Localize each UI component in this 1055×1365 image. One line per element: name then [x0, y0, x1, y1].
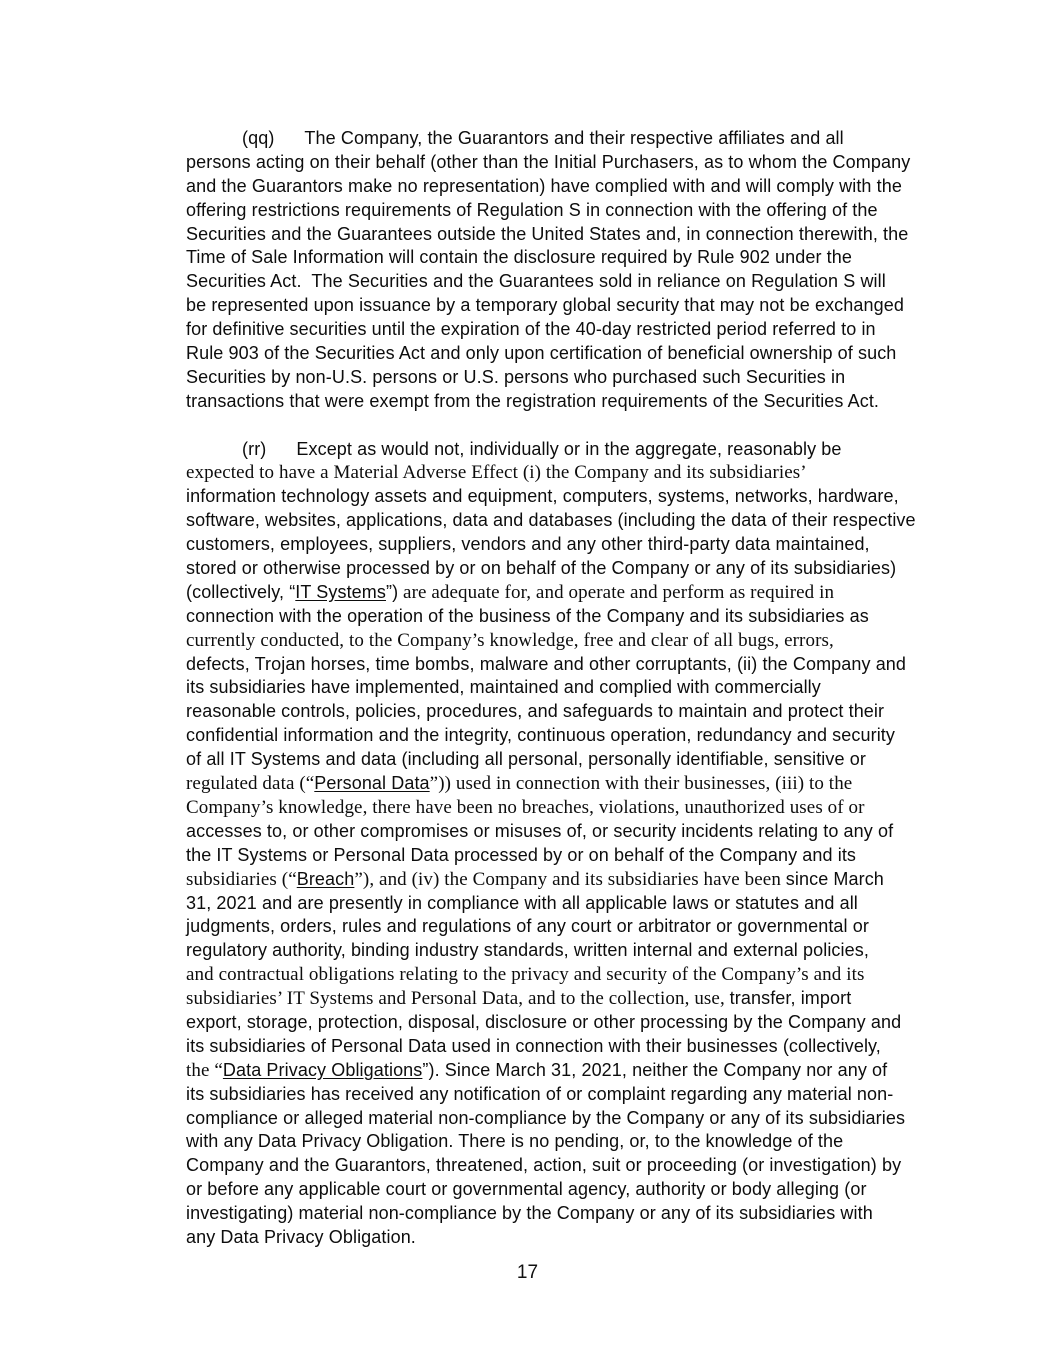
- text-segment: confidential information and the integrity, continuous operation, redundancy and security: [186, 725, 896, 746]
- text-segment: The Company, the Guarantors and their respective affiliates and all: [304, 128, 844, 148]
- text-segment: reasonable controls, policies, procedures, and safeguards to maintain and protect their: [186, 701, 885, 722]
- defined-term: Breach: [296, 868, 355, 889]
- text-segment: subsidiaries’ IT Systems and Personal Data, and to the collection, use,: [186, 988, 730, 1010]
- text-line: [186, 152, 956, 176]
- text-line: [186, 916, 956, 940]
- text-line: [186, 1155, 956, 1179]
- text-segment: connection with the operation of the business of the Company and its subsidiaries as: [186, 605, 869, 626]
- text-segment: Time of Sale Information will contain the disclosure required by Rule 902 under the: [186, 247, 852, 268]
- text-segment: export, storage, protection, disposal, disclosure or other processing by the Company and: [186, 1011, 902, 1032]
- paragraph-rr: [186, 439, 956, 1251]
- text-segment: regulatory authority, binding industry standards, written internal and external policies,: [186, 940, 869, 961]
- text-segment: subsidiaries (“: [186, 868, 297, 890]
- text-segment: regulated data (“: [186, 773, 315, 795]
- text-line: [186, 630, 956, 654]
- text-segment: software, websites, applications, data and databases (including the data of their respective: [186, 510, 916, 531]
- text-segment: its subsidiaries of Personal Data used in connection with their businesses (collectively,: [186, 1035, 881, 1056]
- text-line: [186, 200, 956, 224]
- text-line: [186, 1227, 956, 1251]
- text-line: [186, 271, 956, 295]
- text-line: [186, 749, 956, 773]
- text-segment: since March: [785, 868, 884, 889]
- text-line: [186, 295, 956, 319]
- text-line: [186, 558, 956, 582]
- text-line: [186, 247, 956, 271]
- text-line: [186, 128, 956, 152]
- text-line: [186, 821, 956, 845]
- text-segment: accesses to, or other compromises or misuses of, or security incidents relating to any of: [186, 820, 894, 841]
- text-line: [186, 582, 956, 606]
- text-segment: currently conducted, to the Company’s knowledge, free and clear of all bugs, errors,: [186, 629, 834, 651]
- text-line: [186, 725, 956, 749]
- text-line: [186, 319, 956, 343]
- text-line: [186, 797, 956, 821]
- text-line: [186, 510, 956, 534]
- text-line: [186, 1012, 956, 1036]
- text-segment: Securities Act. The Securities and the Guarantees sold in reliance on Regulation S will: [186, 271, 886, 292]
- text-segment: its subsidiaries has received any notification of or complaint regarding any material non-: [186, 1083, 894, 1104]
- text-line: [186, 1203, 956, 1227]
- text-segment: Except as would not, individually or in the aggregate, reasonably be: [296, 438, 842, 459]
- text-segment: judgments, orders, rules and regulations of any court or arbitrator or governmental or: [186, 916, 869, 937]
- text-segment: transactions that were exempt from the registration requirements of the Securities Act.: [186, 390, 880, 411]
- text-segment: the IT Systems or Personal Data processed by or on behalf of the Company and its: [186, 844, 857, 865]
- text-segment: compliance or alleged material non-compliance by the Company or any of its subsidiaries: [186, 1107, 906, 1128]
- text-line: [186, 988, 956, 1012]
- text-segment: transfer, import: [729, 988, 852, 1009]
- text-line: [186, 1036, 956, 1060]
- page-number: 17: [516, 1262, 539, 1283]
- text-segment: of all IT Systems and data (including all personal, personally identifiable, sensitive or: [186, 749, 866, 770]
- text-line: [186, 964, 956, 988]
- text-segment: are adequate for, and operate and perform as required in: [398, 581, 835, 603]
- defined-term: IT Systems: [295, 581, 386, 602]
- text-line: [186, 1060, 956, 1084]
- text-line: [186, 1108, 956, 1132]
- text-line: [186, 1084, 956, 1108]
- text-line: [186, 1131, 956, 1155]
- text-segment: Securities and the Guarantees outside the United States and, in connection therewith, the: [186, 223, 909, 244]
- text-segment: for definitive securities until the expiration of the 40-day restricted period referred to in: [186, 319, 876, 340]
- paragraph-label: (rr): [242, 438, 267, 459]
- text-line: [186, 486, 956, 510]
- text-segment: ”): [385, 581, 399, 602]
- text-line: [186, 654, 956, 678]
- text-line: [186, 701, 956, 725]
- text-segment: defects, Trojan horses, time bombs, malware and other corruptants, (ii) the Company and: [186, 653, 907, 674]
- text-line: [186, 176, 956, 200]
- page-footer: [0, 1262, 1055, 1284]
- text-segment: be represented upon issuance by a temporary global security that may not be exchanged: [186, 295, 904, 316]
- paragraph-label: (qq): [242, 128, 275, 148]
- paragraph-qq: [186, 128, 956, 415]
- text-line: [186, 439, 956, 463]
- text-segment: Rule 903 of the Securities Act and only upon certification of beneficial ownership of such: [186, 343, 897, 364]
- text-segment: Company and the Guarantors, threatened, action, suit or proceeding (or investigation) by: [186, 1155, 902, 1176]
- text-line: [186, 677, 956, 701]
- text-segment: stored or otherwise processed by or on behalf of the Company or any of its subsidiaries): [186, 558, 897, 579]
- text-segment: information technology assets and equipment, computers, systems, networks, hardware,: [186, 486, 899, 507]
- text-segment: customers, employees, suppliers, vendors and any other third-party data maintained,: [186, 534, 870, 555]
- text-line: [186, 1179, 956, 1203]
- text-segment: (collectively, “: [186, 581, 296, 602]
- text-segment: any Data Privacy Obligation.: [186, 1226, 416, 1247]
- document-body: [186, 128, 956, 1251]
- text-line: [186, 224, 956, 248]
- text-segment: ”)) used in connection with their businesses, (iii) to the: [429, 773, 853, 795]
- text-segment: investigating) material non-compliance by the Company or any of its subsidiaries with: [186, 1203, 873, 1224]
- text-line: [186, 534, 956, 558]
- text-line: [186, 869, 956, 893]
- text-line: [186, 367, 956, 391]
- text-segment: its subsidiaries have implemented, maintained and complied with commercially: [186, 677, 821, 698]
- text-line: [186, 845, 956, 869]
- defined-term: Data Privacy Obligations: [222, 1059, 423, 1080]
- text-segment: ”). Since March 31, 2021, neither the Company nor any of: [422, 1059, 888, 1080]
- text-segment: Securities by non-U.S. persons or U.S. persons who purchased such Securities in: [186, 366, 846, 387]
- text-line: [186, 391, 956, 415]
- text-line: [186, 462, 956, 486]
- text-segment: the “: [186, 1059, 223, 1081]
- text-segment: Company’s knowledge, there have been no breaches, violations, unauthorized uses of or: [186, 796, 865, 818]
- text-line: [186, 773, 956, 797]
- text-segment: with any Data Privacy Obligation. There is no pending, or, to the knowledge of the: [186, 1131, 844, 1152]
- text-segment: offering restrictions requirements of Regulation S in connection with the offering of the: [186, 199, 878, 220]
- text-segment: persons acting on their behalf (other than the Initial Purchasers, as to whom the Company: [186, 151, 911, 172]
- defined-term: Personal Data: [314, 773, 430, 794]
- text-line: [186, 893, 956, 917]
- text-segment: and contractual obligations relating to the privacy and security of the Company’s and its: [186, 964, 865, 986]
- text-segment: and the Guarantors make no representation) have complied with and will comply with the: [186, 175, 902, 196]
- text-segment: expected to have a Material Adverse Effect (i) the Company and its subsidiaries’: [186, 462, 807, 484]
- text-line: [186, 940, 956, 964]
- text-segment: ”), and (iv) the Company and its subsidiaries have been: [354, 868, 786, 890]
- text-segment: or before any applicable court or governmental agency, authority or body alleging (or: [186, 1179, 867, 1200]
- text-line: [186, 343, 956, 367]
- text-segment: 31, 2021 and are presently in compliance with all applicable laws or statutes and all: [186, 892, 858, 913]
- text-line: [186, 606, 956, 630]
